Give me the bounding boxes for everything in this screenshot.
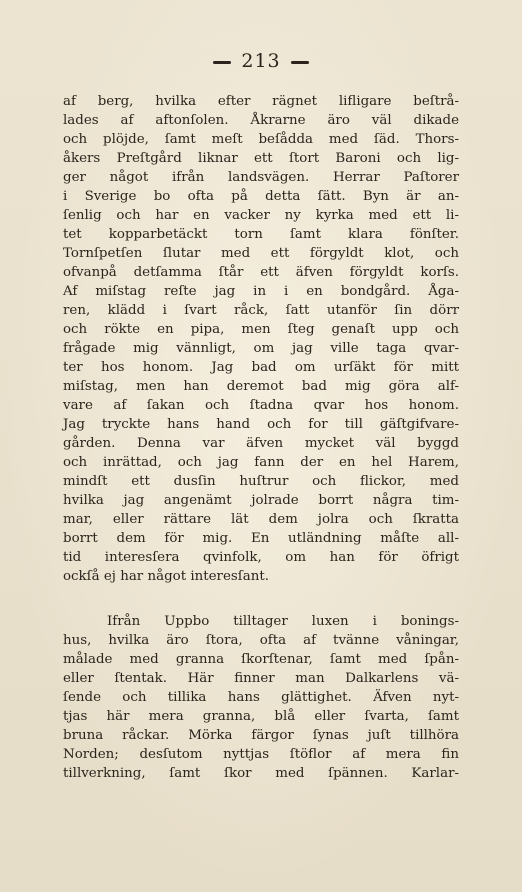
- text-line: ger något ifrån landsvägen. Herrar Paſtorer: [63, 170, 459, 185]
- text-line: mar, eller rättare lät dem jolra och ſkratta: [63, 512, 459, 527]
- text-line: Jag tryckte hans hand och for till gäſtgifvare-: [63, 417, 459, 432]
- text-line: bruna råckar. Mörka färgor ſynas juſt tillhöra: [63, 728, 459, 743]
- page-header: [0, 50, 522, 72]
- text-line: målade med granna ſkorſtenar, ſamt med ſpån-: [63, 652, 459, 667]
- text-line: tid interesſera qvinfolk, om han för öfrigt: [63, 550, 459, 565]
- text-line: Norden; desſutom nyttjas ſtöflor af mera fin: [63, 747, 459, 762]
- text-line: ren, klädd i ſvart råck, ſatt utanför ſin dörr: [63, 303, 459, 318]
- text-line: gården. Denna var äfven mycket väl byggd: [63, 436, 459, 451]
- page-body: [63, 92, 459, 783]
- text-line: tjas här mera granna, blå eller ſvarta, ſamt: [63, 709, 459, 724]
- page-number: 213: [241, 50, 281, 72]
- text-line: eller ſtentak. Här finner man Dalkarlens vä-: [63, 671, 459, 686]
- text-line: ofvanpå detſamma ſtår ett äfven förgyldt korſs.: [63, 265, 459, 280]
- text-line: af berg, hvilka efter rägnet lifligare beſtrå-: [63, 94, 459, 109]
- text-line: åkers Preſtgård liknar ett ſtort Baroni och lig-: [63, 151, 459, 166]
- text-line: mindſt ett dusſin huſtrur och flickor, med: [63, 474, 459, 489]
- text-line: ter hos honom. Jag bad om urſäkt för mitt: [63, 360, 459, 375]
- text-line: i Sverige bo ofta på detta ſätt. Byn är an-: [63, 189, 459, 204]
- text-line: lades af aftonſolen. Åkrarne äro väl dikade: [63, 113, 459, 128]
- text-line: hvilka jag angenämt jolrade borrt några tim-: [63, 493, 459, 508]
- paragraph-2: [63, 612, 459, 783]
- text-line: och inrättad, och jag fann der en hel Harem,: [63, 455, 459, 470]
- text-line: och rökte en pipa, men ſteg genaſt upp och: [63, 322, 459, 337]
- text-line: vare af ſakan och ſtadna qvar hos honom.: [63, 398, 459, 413]
- paragraph-1: [63, 92, 459, 586]
- header-dash-right: [291, 61, 309, 64]
- header-dash-left: [213, 61, 231, 64]
- text-line: tillverkning, ſamt ſkor med ſpännen. Karlar-: [63, 766, 459, 781]
- text-line: miſstag, men han deremot bad mig göra alf-: [63, 379, 459, 394]
- text-line: borrt dem för mig. En utländning måſte all-: [63, 531, 459, 546]
- paragraph-gap: [63, 586, 459, 612]
- text-line: Tornſpetſen ſlutar med ett förgyldt klot, och: [63, 246, 459, 261]
- text-line: Ifrån Uppbo tilltager luxen i bonings-: [107, 614, 459, 629]
- text-line: ſenlig och har en vacker ny kyrka med ett li-: [63, 208, 459, 223]
- text-line: ockſå ej har något interesſant.: [63, 569, 269, 584]
- text-line: ſende och tillika hans glättighet. Äfven nyt-: [63, 690, 459, 705]
- text-line: hus, hvilka äro ſtora, ofta af tvänne våningar,: [63, 633, 459, 648]
- text-line: Af miſstag reſte jag in i en bondgård. Åga-: [63, 284, 459, 299]
- text-line: tet kopparbetäckt torn ſamt klara fönſter.: [63, 227, 459, 242]
- text-line: och plöjde, ſamt meſt beſådda med ſäd. Thors-: [63, 132, 459, 147]
- text-line: frågade mig vännligt, om jag ville taga qvar-: [63, 341, 459, 356]
